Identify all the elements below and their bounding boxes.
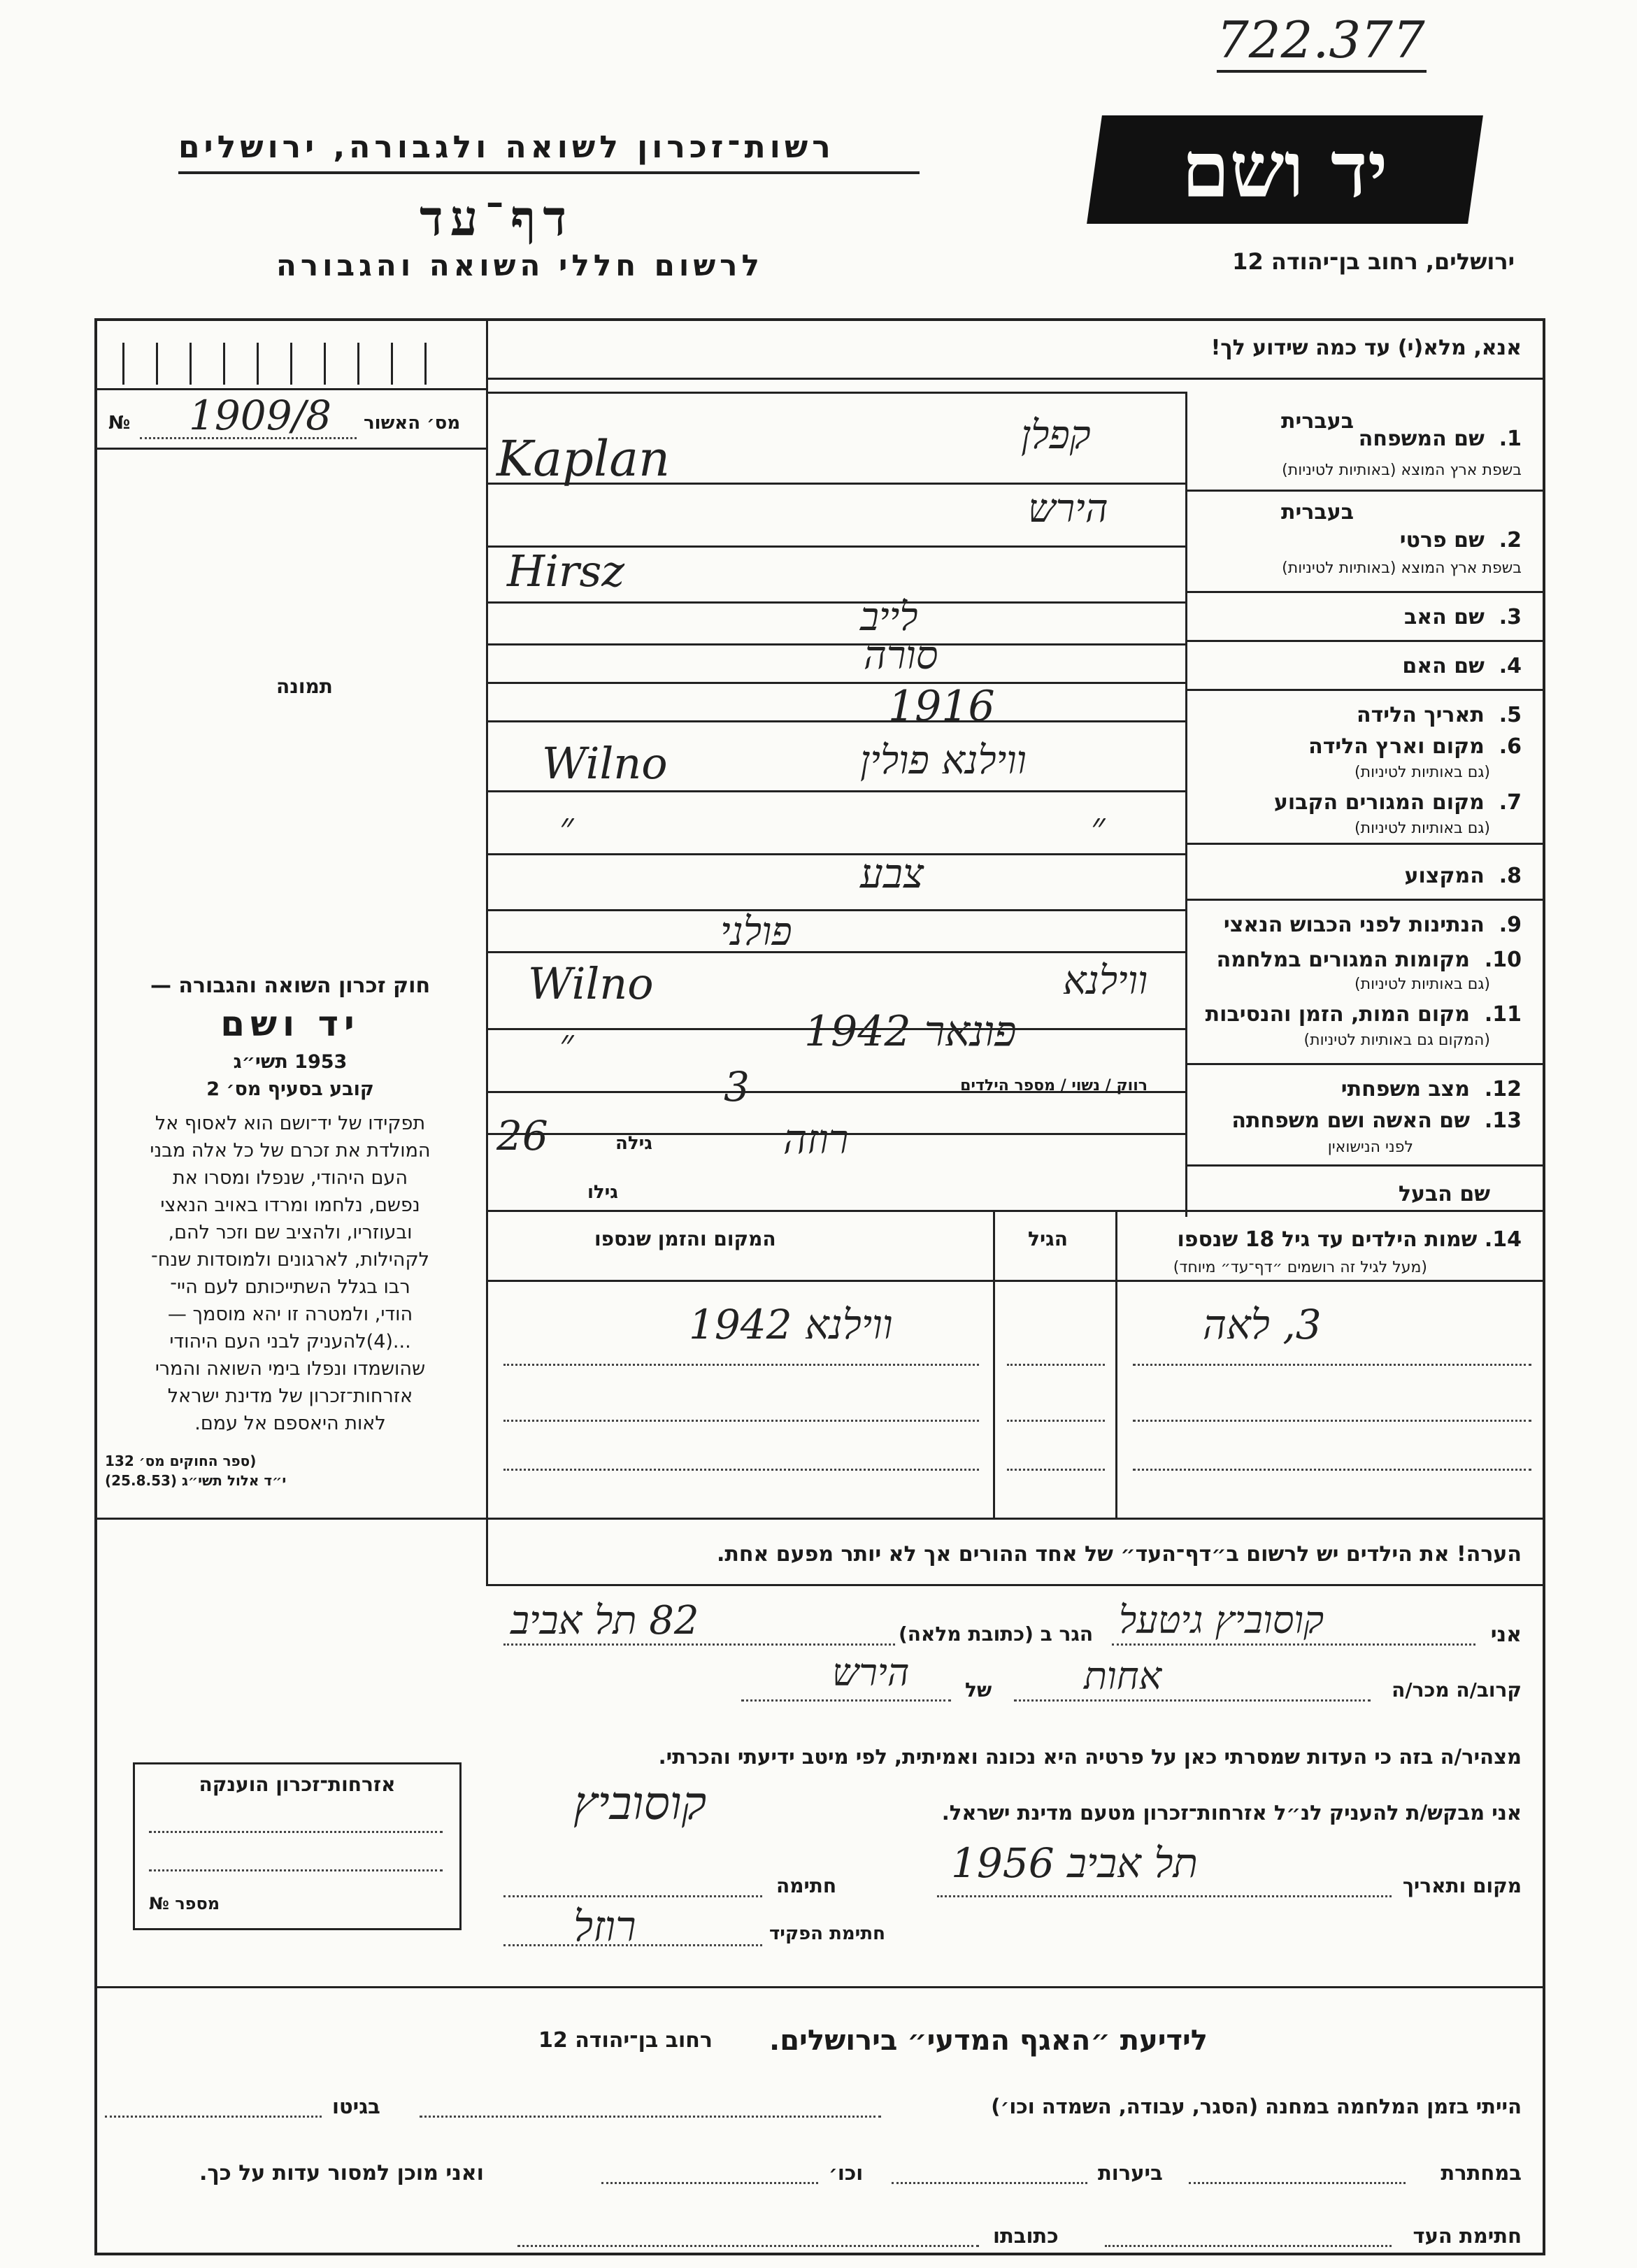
rule xyxy=(486,643,1185,646)
children-place-col: המקום והזמן שנספו xyxy=(594,1227,776,1250)
field-10-text: מקומות המגורים במלחמה xyxy=(1216,948,1470,972)
declarant-name[interactable]: קוסוביץ גיטעל xyxy=(1119,1598,1324,1642)
rule xyxy=(486,909,1185,911)
footer-line-1b: בגיטו xyxy=(332,2095,380,2118)
officer-signature[interactable]: רוזל xyxy=(573,1902,636,1951)
field-5-text: תאריך הלידה xyxy=(1356,703,1485,727)
children-dotted-line xyxy=(1133,1420,1531,1422)
law-text-7: הודי, ולמטרה זו יהא מוסמך — xyxy=(167,1304,413,1325)
authority-underline xyxy=(178,171,920,174)
signature-label: חתימה xyxy=(776,1874,837,1897)
law-text-2: העם היהודי, שנפלו ומסרו את xyxy=(173,1167,408,1189)
citizenship-box-number: מספר № xyxy=(149,1894,220,1913)
relation[interactable]: אחות xyxy=(1084,1654,1162,1698)
father-name[interactable]: לייב xyxy=(860,594,918,640)
child-name-age[interactable]: 3, לאה xyxy=(1203,1301,1322,1348)
relation-line xyxy=(1014,1699,1371,1702)
photo-area xyxy=(94,448,486,958)
footer-line-2b: ביערות xyxy=(1098,2161,1163,2185)
children-dotted-line xyxy=(1133,1364,1531,1366)
law-box xyxy=(105,972,476,1490)
rule xyxy=(1185,843,1545,845)
law-text-4: ובעוזריו, ולהציב שם וזכר להם, xyxy=(168,1222,413,1243)
latin-note-6: (גם באותיות לטיניות) xyxy=(1354,764,1490,781)
children-dotted-line xyxy=(503,1469,979,1471)
children-label: 14. שמות הילדים עד גיל 18 שנספו xyxy=(1177,1227,1522,1252)
law-year: 1953 תשי״ג xyxy=(233,1051,348,1073)
field-3-num: 3. xyxy=(1499,605,1522,629)
field-13-label xyxy=(1231,1108,1522,1133)
children-age-col: הגיל xyxy=(1028,1227,1068,1250)
approval-dotted-line xyxy=(140,437,357,439)
rule xyxy=(1185,490,1545,492)
mother-name[interactable]: סורה xyxy=(864,633,938,678)
rule xyxy=(486,1210,1545,1212)
approval-no-label: № xyxy=(108,413,131,434)
citizenship-box xyxy=(133,1762,462,1930)
death-latin-note: (המקום גם באותיות לטיניות) xyxy=(1303,1032,1490,1049)
footer-line xyxy=(517,2245,979,2247)
law-text-1: המולדת את זכרם של כל אלה מבני xyxy=(150,1140,431,1162)
children-dotted-line xyxy=(1007,1420,1105,1422)
war-place-he[interactable]: ווילנא xyxy=(1063,958,1148,1004)
field-8-text: המקצוע xyxy=(1404,864,1485,888)
citizenship-box-line xyxy=(149,1831,443,1833)
marital-options: רווק / נשוי / מספר הילדים xyxy=(960,1077,1148,1094)
birth-place-latin[interactable]: Wilno xyxy=(542,738,668,789)
surname-latin[interactable]: Kaplan xyxy=(496,430,671,487)
law-text-6: רבו בגלל השתייכותם לעם היי־ xyxy=(170,1276,410,1298)
surname-he[interactable]: קפלן xyxy=(1021,413,1091,458)
footer-line xyxy=(1105,2245,1392,2247)
footer-line-2c: וכו׳ xyxy=(829,2161,864,2185)
field-4-num: 4. xyxy=(1499,654,1522,678)
place-date-label: מקום ותאריך xyxy=(1402,1874,1522,1897)
children-dotted-line xyxy=(503,1364,979,1366)
law-text-8: ...(4)להעניק לבני העם היהודי xyxy=(169,1331,411,1353)
field-11-text: מקום המות, הזמן והנסיבות xyxy=(1205,1002,1470,1027)
footer-line xyxy=(420,2116,881,2118)
before-marriage: לפני הנישואין xyxy=(1327,1139,1413,1156)
rule xyxy=(486,1280,1545,1282)
field-3-label xyxy=(1404,605,1522,629)
rule xyxy=(486,682,1185,684)
law-title: חוק זכרון השואה והגבורה — xyxy=(150,973,431,998)
native-language-note-2: בשפת ארץ המוצא (באותיות לטיניות) xyxy=(1282,559,1522,577)
rule xyxy=(486,790,1185,792)
rule xyxy=(94,388,486,390)
field-2-label xyxy=(1400,528,1522,552)
field-7-label xyxy=(1274,790,1522,815)
instruction: אנא, מלא(י) עד כמה שידוע לך! xyxy=(1210,336,1522,360)
latin-note-10: (גם באותיות לטיניות) xyxy=(1354,976,1490,993)
declarant-address[interactable]: 82 תל אביב xyxy=(510,1598,699,1643)
law-gazette-1: (ספר החוקים מס׳ 132 xyxy=(105,1453,257,1469)
footer-line xyxy=(892,2182,1087,2184)
field-8-label xyxy=(1405,864,1522,888)
rule xyxy=(486,601,1185,604)
field-6-label xyxy=(1308,734,1522,759)
husband-age-label: גילו xyxy=(587,1182,618,1203)
residence-mark-2: ״ xyxy=(1091,804,1106,848)
children-note: הערה! את הילדים יש לרשום ב״דף־העד״ של אחד ההורים אך לא יותר מפעם אחת. xyxy=(717,1542,1522,1567)
archive-number: 722.377 xyxy=(1217,10,1425,69)
rule xyxy=(1185,1164,1545,1167)
footer-line-1a: הייתי בזמן המלחמה במחנה (הסגר, עבודה, השמדה וכו׳) xyxy=(991,2095,1522,2118)
law-text-0: תפקידו של יד־ושם הוא לאסוף אל xyxy=(155,1113,426,1134)
field-12-text: מצב משפחתי xyxy=(1341,1077,1470,1101)
law-name: יד ושם xyxy=(220,1004,360,1044)
wife-age-label: גילה xyxy=(615,1133,652,1154)
field-10-label xyxy=(1217,948,1522,972)
citizenship[interactable]: פולני xyxy=(720,909,792,955)
place-date-line xyxy=(937,1895,1392,1897)
label-column-divider xyxy=(1185,392,1187,1217)
field-12-num: 12. xyxy=(1484,1077,1522,1101)
header-authority: רשות־זכרון לשואה ולגבורה, ירושלים xyxy=(178,129,835,165)
field-10-num: 10. xyxy=(1484,948,1522,972)
officer-label: חתימת הפקיד xyxy=(769,1923,885,1944)
declarant-i: אני xyxy=(1490,1622,1522,1647)
of-label: של xyxy=(965,1678,992,1702)
native-language-note-1: בשפת ארץ המוצא (באותיות לטיניות) xyxy=(1282,462,1522,479)
law-gazette-2: י״ד אלול תשי״ג (25.8.53) xyxy=(105,1472,287,1489)
children-dotted-line xyxy=(503,1420,979,1422)
law-text-9: שהושמדו ונפלו בימי השואה והמרי xyxy=(155,1358,426,1380)
wife-name[interactable]: רוזה xyxy=(783,1115,849,1163)
husband-label: שם הבעל xyxy=(1398,1182,1490,1206)
footer-line xyxy=(105,2116,322,2118)
relative-label: קרוב/ה מכר/ה xyxy=(1392,1678,1522,1702)
rule xyxy=(486,720,1185,722)
form-title: דף־עד xyxy=(420,189,574,247)
death-place-time[interactable]: פונאר 1942 xyxy=(804,1007,1017,1056)
footer-address: רחוב בן־יהודה 12 xyxy=(538,2028,713,2053)
rule xyxy=(1185,689,1545,691)
field-8-num: 8. xyxy=(1499,864,1522,888)
request-text: אני מבקש/ת להעניק לנ״ל אזרחות־זכרון מטעם מדינת ישראל. xyxy=(941,1801,1522,1825)
residence-mark-1: ״ xyxy=(559,804,574,848)
children-sublabel: (מעל לגיל זה רושמים ״דף־עד״ מיוחד) xyxy=(1173,1259,1427,1276)
law-text-10: אזרחות־זכרון של מדינת ישראל xyxy=(167,1385,413,1407)
field-9-label xyxy=(1224,913,1522,937)
footer-line xyxy=(1189,2182,1406,2184)
field-3-text: שם האב xyxy=(1403,605,1485,629)
field-1-text: שם המשפחה xyxy=(1358,427,1485,451)
yad-vashem-logo xyxy=(1087,115,1483,224)
rule xyxy=(486,1584,1545,1586)
hebrew-label-2: בעברית xyxy=(1281,500,1354,525)
field-13-num: 13. xyxy=(1484,1108,1522,1133)
photo-label: תמונה xyxy=(276,675,333,698)
field-9-num: 9. xyxy=(1499,913,1522,937)
children-count[interactable]: 3 xyxy=(724,1063,750,1111)
rule xyxy=(94,1518,1545,1520)
field-2-num: 2. xyxy=(1499,528,1522,552)
field-5-num: 5. xyxy=(1499,703,1522,727)
rule xyxy=(486,853,1185,855)
law-clause: קובע בסעיף מס׳ 2 xyxy=(206,1078,374,1100)
law-text-11: לאות היאספם אל עמם. xyxy=(194,1413,386,1434)
field-7-num: 7. xyxy=(1499,790,1522,815)
of-name-line xyxy=(741,1699,951,1702)
children-dotted-line xyxy=(1133,1469,1531,1471)
field-9-text: הנתינות לפני הכבוש הנאצי xyxy=(1223,913,1485,937)
death-mark: ״ xyxy=(559,1021,574,1065)
first-name-latin[interactable]: Hirsz xyxy=(507,545,625,597)
field-11-num: 11. xyxy=(1484,1002,1522,1027)
latin-note-7: (גם באותיות לטיניות) xyxy=(1354,820,1490,837)
first-name-he[interactable]: הירש xyxy=(1028,486,1108,532)
field-11-label xyxy=(1206,1002,1522,1027)
rule xyxy=(1185,640,1545,642)
children-col-divider-2 xyxy=(993,1210,995,1518)
footer-line-2a: במחתרת xyxy=(1441,2161,1522,2185)
field-7-text: מקום המגורים הקבוע xyxy=(1273,790,1485,815)
field-5-label xyxy=(1357,703,1522,727)
footer-line-3b: כתובתו xyxy=(993,2224,1059,2248)
field-2-text: שם פרטי xyxy=(1399,528,1485,552)
field-6-num: 6. xyxy=(1499,734,1522,759)
footer-line-2d: ואני מוכן למסור עדות על כך. xyxy=(199,2161,484,2185)
approval-number[interactable]: 1909/8 xyxy=(189,392,332,439)
birth-date[interactable]: 1916 xyxy=(888,682,995,731)
field-4-label xyxy=(1402,654,1522,678)
rule xyxy=(486,392,1185,394)
rule xyxy=(94,1986,1545,1988)
children-dotted-line xyxy=(1007,1469,1105,1471)
profession[interactable]: צבע xyxy=(860,850,924,897)
footer-line-3a: חתימת העד xyxy=(1413,2224,1522,2248)
law-text-3: נפשם, נלחמו ומרדו באויב הנאצי xyxy=(160,1194,420,1216)
rule xyxy=(1185,899,1545,901)
archive-underline xyxy=(1217,70,1427,73)
citizenship-box-title: אזרחות־זכרון הוענקה xyxy=(199,1773,396,1796)
law-text-5: לקהילות, לארגונים ולמוסדות שנח־ xyxy=(151,1249,429,1271)
war-place-latin[interactable]: Wilno xyxy=(528,958,654,1009)
logo-text: יד ושם xyxy=(1182,124,1388,215)
child-place-time[interactable]: ווילנא 1942 xyxy=(689,1301,893,1348)
birth-place-he[interactable]: ווילנא פולין xyxy=(860,738,1027,783)
address-line xyxy=(503,1643,895,1646)
rule xyxy=(486,951,1185,953)
field-1-label xyxy=(1359,427,1522,451)
form-subtitle: לרשום חללי השואה והגבורה xyxy=(276,248,764,283)
footer-title: לידיעת ״האגף המדעי״ בירושלים. xyxy=(769,2025,1208,2057)
children-dotted-line xyxy=(1007,1364,1105,1366)
rule xyxy=(1185,1063,1545,1065)
resides-label: הגר ב (כתובת מלאה) xyxy=(899,1622,1094,1646)
tick-boxes xyxy=(122,343,458,385)
signature-line xyxy=(503,1895,762,1897)
field-4-text: שם האם xyxy=(1402,654,1485,678)
field-1-num: 1. xyxy=(1499,427,1522,451)
wife-age[interactable]: 26 xyxy=(496,1112,548,1160)
signature[interactable]: קוסוביץ xyxy=(573,1776,707,1830)
hebrew-label-1: בעברית xyxy=(1281,409,1354,434)
header-address: ירושלים, רחוב בן־יהודה 12 xyxy=(1232,248,1515,275)
rule xyxy=(1185,591,1545,593)
children-col-divider-1 xyxy=(1115,1210,1117,1518)
place-date[interactable]: תל אביב 1956 xyxy=(951,1839,1198,1887)
rule xyxy=(486,378,1545,380)
of-name[interactable]: הירש xyxy=(832,1650,910,1695)
citizenship-box-line xyxy=(149,1869,443,1871)
declarant-name-line xyxy=(1112,1643,1475,1646)
footer-line xyxy=(601,2182,818,2184)
field-6-text: מקום וארץ הלידה xyxy=(1308,734,1485,759)
field-13-text: שם האשה ושם משפחתה xyxy=(1231,1108,1470,1133)
field-12-label xyxy=(1341,1077,1522,1101)
approval-label: מס׳ האשור xyxy=(364,413,461,434)
declaration-text: מצהיר/ה בזה כי העדות שמסרתי כאן על פרטיה היא נכונה ואמיתית, לפי מיטב ידיעתי והכרתי. xyxy=(658,1745,1522,1769)
